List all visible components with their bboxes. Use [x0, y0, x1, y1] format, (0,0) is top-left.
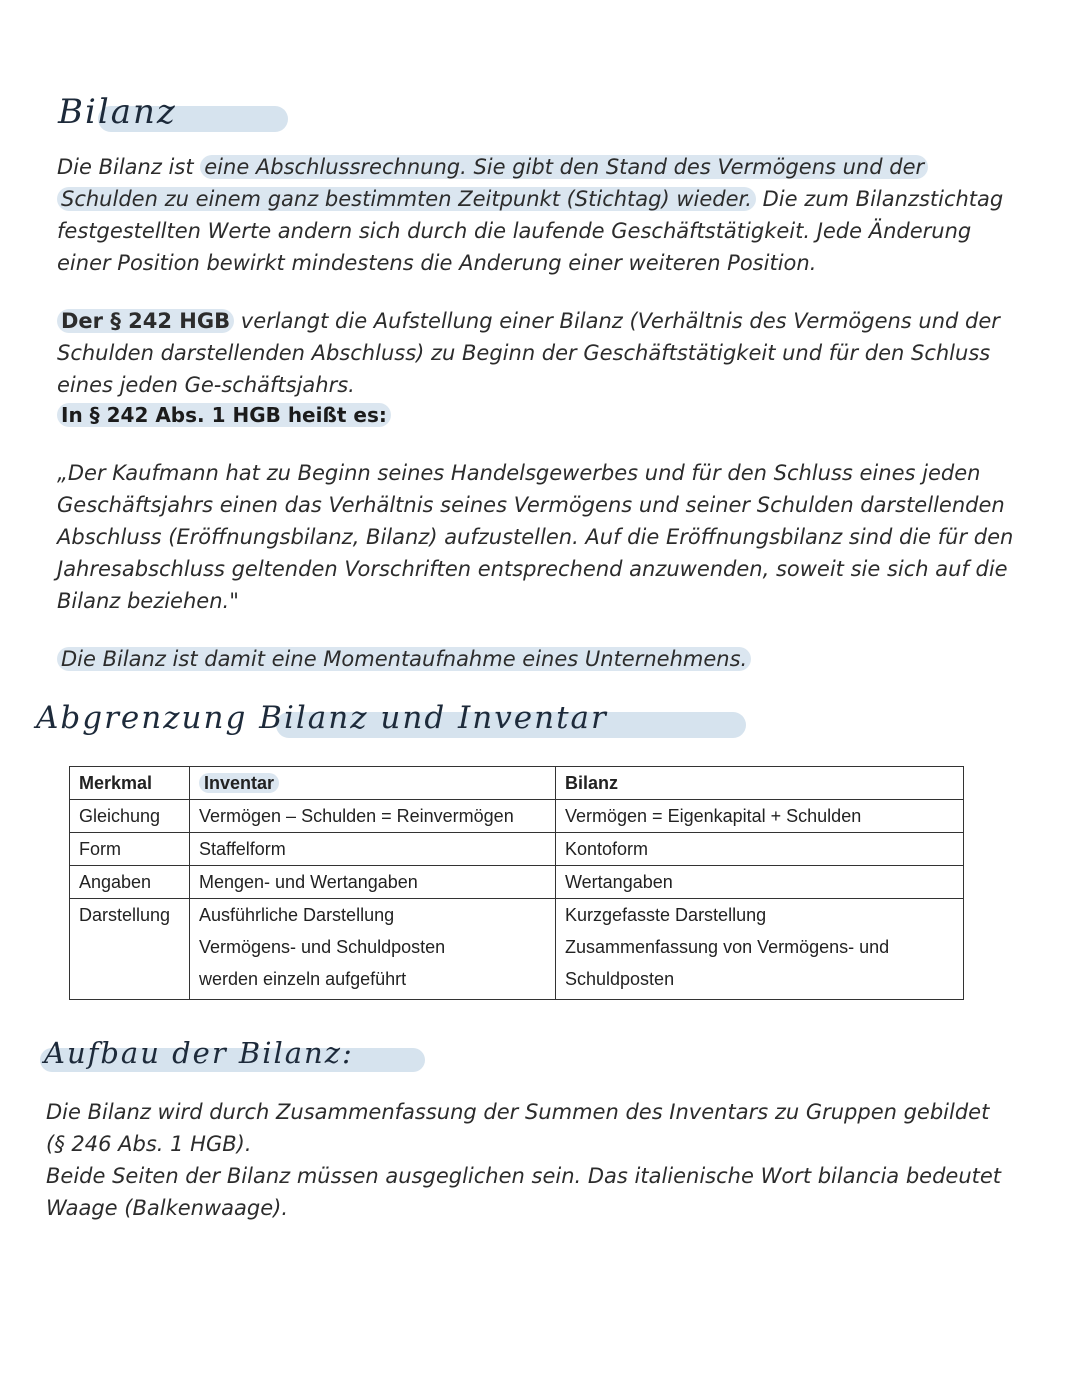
intro-text-end: Die zum Bilanzstichtag festgestellten Werte andern sich durch die laufende Geschäftstätigkeit. Jede Änderung einer Position bewirkt mindestens die Anderung einer weiteren Position.: [57, 187, 1004, 275]
hgb-text: verlangt die Aufstellung einer Bilanz (Verhältnis des Vermögens und der Schulden darstellenden Abschluss) zu Beginn der Geschäftstätigkeit und für den Schluss eines jeden Ge-schäftsjahrs.: [57, 309, 1000, 397]
table-header-row: [70, 767, 964, 800]
table-row: [70, 899, 964, 1000]
heading-abgrenzung: Abgrenzung Bilanz und Inventar: [36, 700, 608, 736]
hgb-abs-heading: In § 242 Abs. 1 HGB heißt es:: [57, 400, 391, 430]
cell-inventar: Mengen- und Wertangaben: [190, 866, 556, 899]
cell-bilanz: Vermögen = Eigenkapital + Schulden: [556, 800, 964, 833]
table-row: [70, 866, 964, 899]
header-bilanz: Bilanz: [556, 767, 964, 800]
summary-line: Die Bilanz ist damit eine Momentaufnahme eines Unternehmens.: [57, 643, 1017, 675]
header-inventar: Inventar: [190, 767, 556, 800]
hgb-paragraph: [57, 305, 1017, 401]
table-row: [70, 800, 964, 833]
cell-bilanz: Wertangaben: [556, 866, 964, 899]
cell-merkmal: Darstellung: [70, 899, 190, 1000]
cell-inventar: Ausführliche Darstellung Vermögens- und Schuldposten werden einzeln aufgeführt: [190, 899, 556, 1000]
cell-merkmal: Gleichung: [70, 800, 190, 833]
table-row: [70, 833, 964, 866]
aufbau-paragraph-2: Beide Seiten der Bilanz müssen ausgeglichen sein. Das italienische Wort bilancia bedeutet Waage (Balkenwaage).: [46, 1164, 1002, 1220]
hgb-quote: „Der Kaufmann hat zu Beginn seines Handelsgewerbes und für den Schluss eines jeden Geschäftsjahrs einen das Verhältnis seines Vermögens und seiner Schulden darstellenden Abschluss (Eröffnungsbilanz, Bilanz) aufzustellen. Auf die Eröffnungsbilanz sind die für den Jahresabschluss geltenden Vorschriften entsprechend anzuwenden, soweit sie sich auf die Bilanz beziehen.": [57, 461, 1014, 613]
intro-highlight: eine Abschlussrechnung. Sie gibt den Stand des Vermögens und der Schulden zu einem ganz bestimmten Zeitpunkt (Stichtag) wieder.: [57, 155, 928, 211]
cell-inventar: Staffelform: [190, 833, 556, 866]
heading-bilanz: Bilanz: [58, 92, 177, 132]
cell-merkmal: Angaben: [70, 866, 190, 899]
comparison-table: [69, 766, 964, 1000]
heading-aufbau: Aufbau der Bilanz:: [44, 1036, 354, 1070]
cell-bilanz: Kurzgefasste Darstellung Zusammenfassung von Vermögens- und Schuldposten: [556, 899, 964, 1000]
header-merkmal: Merkmal: [70, 767, 190, 800]
aufbau-paragraph-1: Die Bilanz wird durch Zusammenfassung der Summen des Inventars zu Gruppen gebildet (§ 246 Abs. 1 HGB).: [46, 1100, 990, 1156]
cell-inventar: Vermögen – Schulden = Reinvermögen: [190, 800, 556, 833]
intro-text-start: Die Bilanz ist: [57, 155, 201, 179]
hgb-reference: Der § 242 HGB: [57, 309, 234, 333]
intro-paragraph: [57, 151, 1017, 279]
cell-merkmal: Form: [70, 833, 190, 866]
cell-bilanz: Kontoform: [556, 833, 964, 866]
